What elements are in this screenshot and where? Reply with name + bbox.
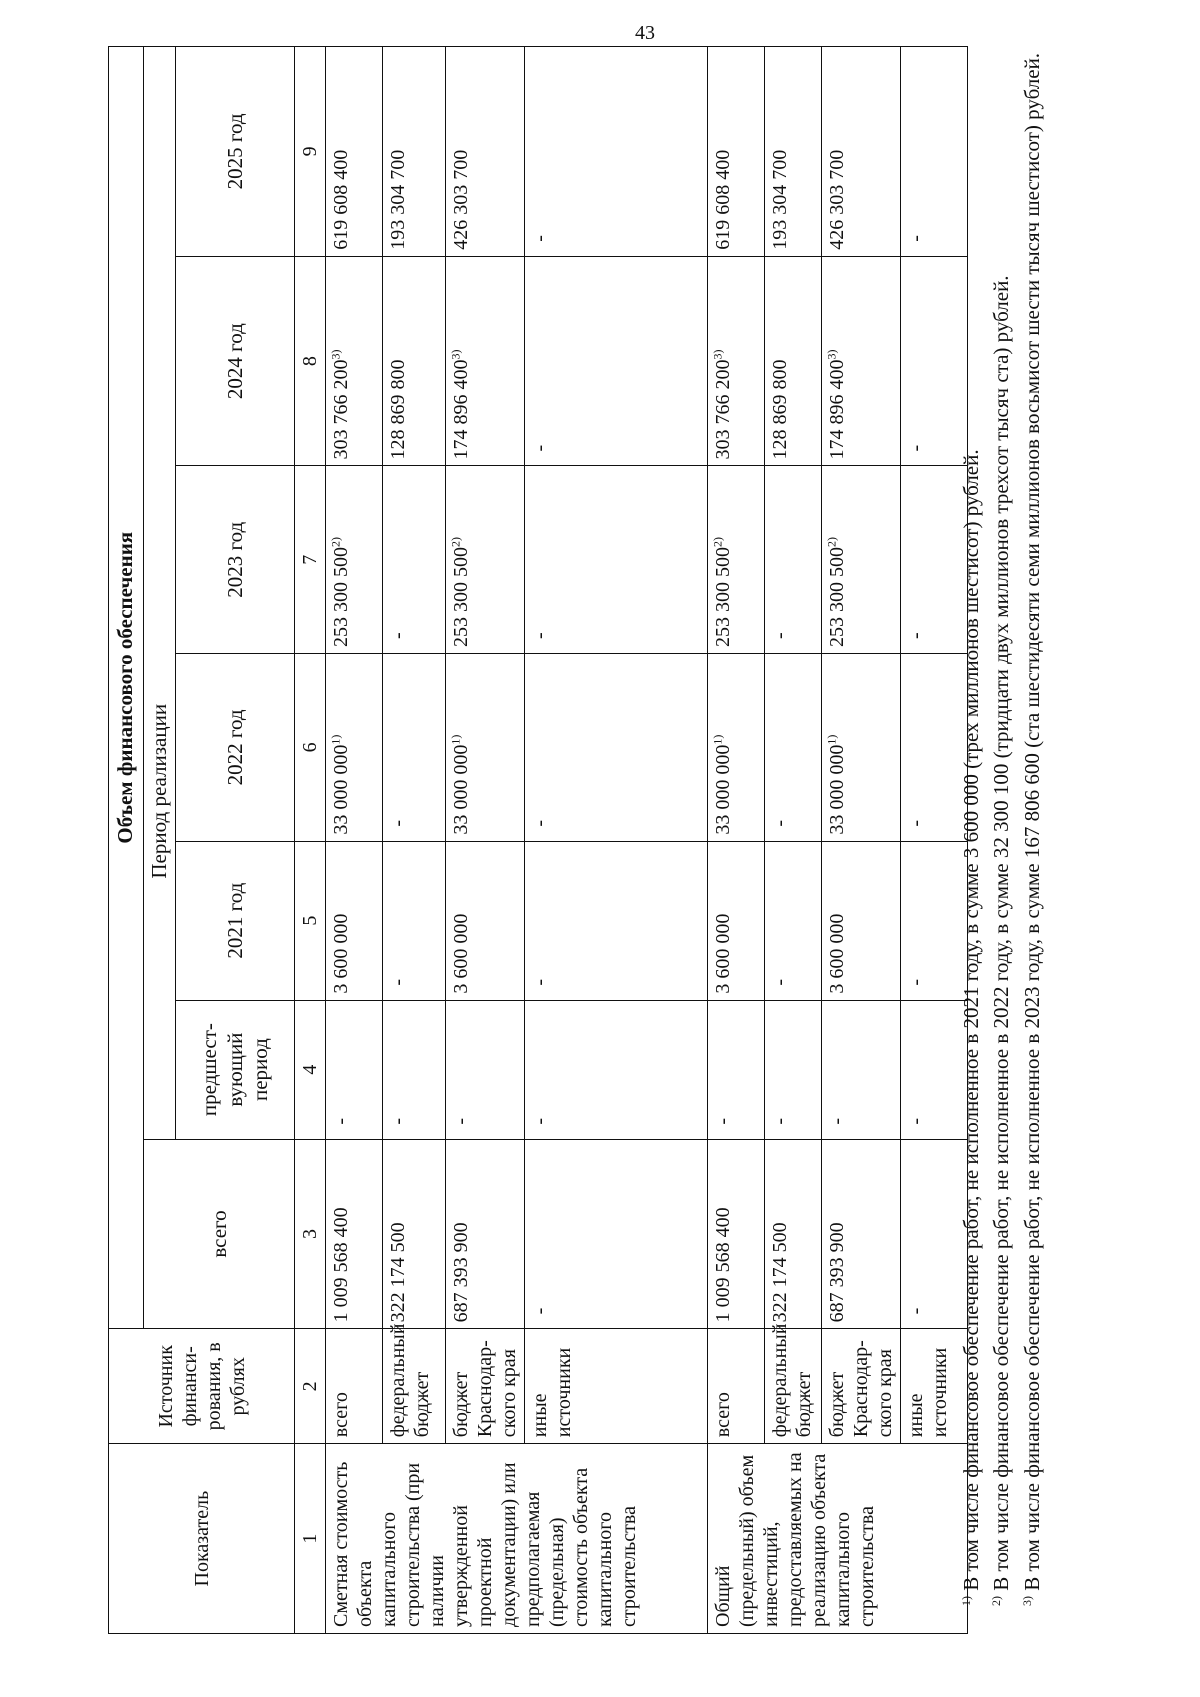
value-2023: 253 300 500$^{2)}$ (326, 466, 383, 654)
footnote-mark: 3) (710, 349, 725, 360)
column-number: 9 (295, 47, 326, 257)
value-2022: - (901, 654, 968, 842)
header-year: 2024 год (176, 256, 295, 466)
value-2023: 253 300 500$^{2)}$ (708, 466, 765, 654)
previous-cell: - (765, 1000, 822, 1139)
rotated-sheet (108, 46, 1108, 1634)
footnote-mark: 3) (448, 349, 463, 360)
footnote-mark: 1) (959, 1596, 973, 1606)
value-2025: 426 303 700 (822, 47, 901, 257)
value-2025: 619 608 400 (326, 47, 383, 257)
source-cell: иные источники (901, 1329, 968, 1444)
value-2022: 33 000 000$^{1)}$ (822, 654, 901, 842)
footnote-mark: 1) (824, 734, 839, 745)
table-row (765, 47, 822, 1634)
total-cell: - (525, 1139, 708, 1329)
total-cell: 1 009 568 400 (326, 1139, 383, 1329)
column-number: 5 (295, 841, 326, 1000)
value-2024: 303 766 200$^{3)}$ (708, 256, 765, 466)
value-2024: 174 896 400$^{3)}$ (446, 256, 525, 466)
financing-table (108, 46, 968, 1634)
previous-cell: - (708, 1000, 765, 1139)
value-2022: 33 000 000$^{1)}$ (326, 654, 383, 842)
total-cell: 322 174 500 (765, 1139, 822, 1329)
header-year: 2021 год (176, 841, 295, 1000)
total-cell: 1 009 568 400 (708, 1139, 765, 1329)
column-number: 1 (295, 1444, 326, 1634)
footnote-mark: 2) (328, 537, 343, 548)
footnote-mark: 3) (1019, 1596, 1034, 1606)
table-row (822, 47, 901, 1634)
value-2025: 619 608 400 (708, 47, 765, 257)
header-year: 2023 год (176, 466, 295, 654)
value-2021: 3 600 000 (822, 841, 901, 1000)
value-2021: - (525, 841, 708, 1000)
value-2022: - (765, 654, 822, 842)
value-2024: 303 766 200$^{3)}$ (326, 256, 383, 466)
value-2024: 174 896 400$^{3)}$ (822, 256, 901, 466)
footnote-mark: 2) (824, 537, 839, 548)
footnote-mark: 3) (328, 349, 343, 360)
column-number: 7 (295, 466, 326, 654)
value-2023: - (525, 466, 708, 654)
source-cell: бюджет Краснодар-ского края (446, 1329, 525, 1444)
header-source: Источник финанси-рования, в рублях (109, 1329, 295, 1444)
header-indicator: Показатель (109, 1444, 295, 1634)
source-cell: всего (708, 1329, 765, 1444)
header-volume: Объем финансового обеспечения (109, 47, 144, 1329)
total-cell: - (901, 1139, 968, 1329)
value-2021: - (383, 841, 446, 1000)
indicator-cell: Сметная стоимость объекта капитального строительства (при наличии утвержденной проектной документации) или предполагаемая (предельная) стоимость объекта капитального строительства (326, 1444, 708, 1634)
value-2021: - (765, 841, 822, 1000)
previous-cell: - (326, 1000, 383, 1139)
header-total: всего (144, 1139, 295, 1329)
value-2024: - (901, 256, 968, 466)
total-cell: 322 174 500 (383, 1139, 446, 1329)
value-2021: - (901, 841, 968, 1000)
value-2021: 3 600 000 (446, 841, 525, 1000)
value-2022: - (525, 654, 708, 842)
value-2025: - (525, 47, 708, 257)
header-previous-period: предшест-вующий период (176, 1000, 295, 1139)
footnote: $^{1)}$ В том числе финансовое обеспечение работ, не исполненное в 2021 году, в сумме 3 600 000 (трех миллионов шестисот) рублей. (959, 449, 983, 1606)
value-2024: 128 869 800 (383, 256, 446, 466)
value-2025: 193 304 700 (383, 47, 446, 257)
previous-cell: - (822, 1000, 901, 1139)
value-2021: 3 600 000 (326, 841, 383, 1000)
footnote-mark: 2) (989, 1596, 1004, 1606)
value-2023: 253 300 500$^{2)}$ (446, 466, 525, 654)
previous-cell: - (383, 1000, 446, 1139)
source-cell: иные источники (525, 1329, 708, 1444)
indicator-cell: Общий (предельный) объем инвестиций, предоставляемых на реализацию объекта капитального строительства (708, 1444, 968, 1634)
value-2025: 193 304 700 (765, 47, 822, 257)
source-cell: бюджет Краснодар-ского края (822, 1329, 901, 1444)
table-row (326, 47, 383, 1634)
footnote-mark: 2) (448, 537, 463, 548)
table-row (383, 47, 446, 1634)
column-number: 3 (295, 1139, 326, 1329)
previous-cell: - (446, 1000, 525, 1139)
header-year: 2025 год (176, 47, 295, 257)
previous-cell: - (901, 1000, 968, 1139)
footnote-mark: 3) (824, 349, 839, 360)
value-2023: - (383, 466, 446, 654)
value-2024: - (525, 256, 708, 466)
header-year: 2022 год (176, 654, 295, 842)
source-cell: федеральный бюджет (765, 1329, 822, 1444)
total-cell: 687 393 900 (822, 1139, 901, 1329)
footnote-mark: 1) (328, 734, 343, 745)
footnote: $^{3)}$ В том числе финансовое обеспечение работ, не исполненное в 2023 году, в сумме 167 806 600 (ста шестидесяти семи миллионов восьмисот шести тысяч шестисот) рублей. (1019, 52, 1044, 1606)
source-cell: всего (326, 1329, 383, 1444)
table-row (525, 47, 708, 1634)
page-number: 43 (635, 22, 655, 44)
total-cell: 687 393 900 (446, 1139, 525, 1329)
value-2023: - (901, 466, 968, 654)
column-number: 2 (295, 1329, 326, 1444)
value-2022: - (383, 654, 446, 842)
footnotes (956, 46, 1047, 1634)
value-2023: 253 300 500$^{2)}$ (822, 466, 901, 654)
header-period: Период реализации (144, 47, 176, 1140)
source-cell: федеральный бюджет (383, 1329, 446, 1444)
footnote-mark: 1) (710, 734, 725, 745)
table-row (446, 47, 525, 1634)
column-number: 6 (295, 654, 326, 842)
value-2023: - (765, 466, 822, 654)
footnote: $^{2)}$ В том числе финансовое обеспечение работ, не исполненное в 2022 году, в сумме 32 300 100 (тридцати двух миллионов трехсот тысяч ста) рублей. (989, 275, 1014, 1606)
value-2025: - (901, 47, 968, 257)
footnote-mark: 1) (448, 734, 463, 745)
value-2025: 426 303 700 (446, 47, 525, 257)
table-row (708, 47, 765, 1634)
value-2022: 33 000 000$^{1)}$ (446, 654, 525, 842)
value-2024: 128 869 800 (765, 256, 822, 466)
value-2021: 3 600 000 (708, 841, 765, 1000)
value-2022: 33 000 000$^{1)}$ (708, 654, 765, 842)
footnote-mark: 2) (710, 537, 725, 548)
column-number: 8 (295, 256, 326, 466)
previous-cell: - (525, 1000, 708, 1139)
column-number: 4 (295, 1000, 326, 1139)
